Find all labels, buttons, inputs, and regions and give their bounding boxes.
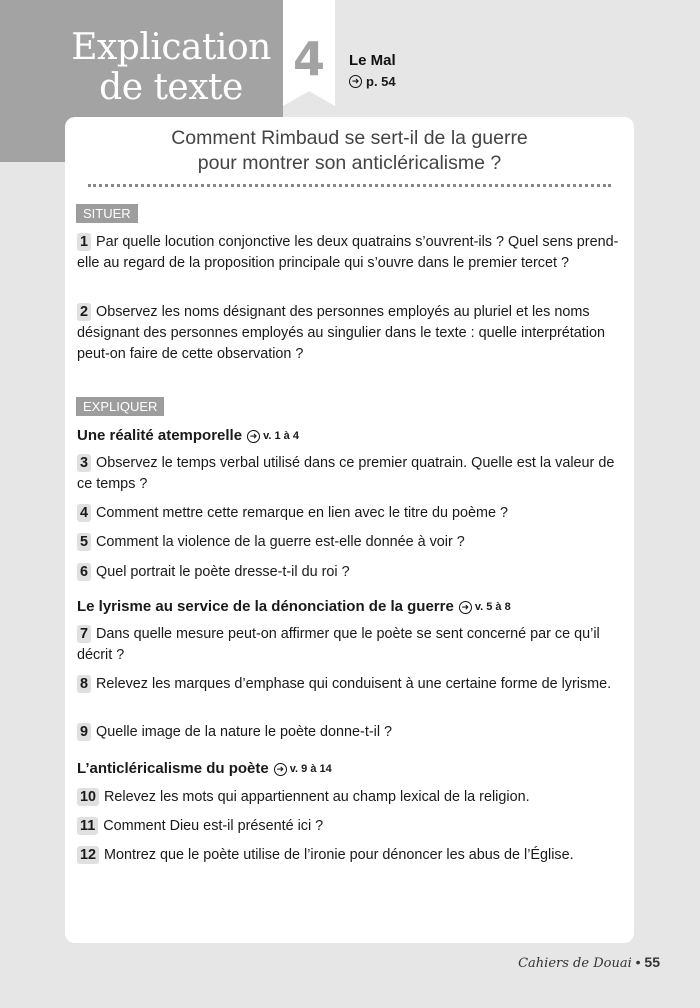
question-number: 6 xyxy=(77,563,91,581)
question-text: Par quelle locution conjonctive les deux quatrains s’ouvrent-ils ? Quel sens prend-elle au regard de la proposition principale qui s’ouvre dans le premier tercet ? xyxy=(77,234,619,271)
question-number: 7 xyxy=(77,625,91,643)
arrow-right-circle-icon: ➜ xyxy=(349,75,362,88)
question-number: 11 xyxy=(77,817,98,835)
main-question-line-1: Comment Rimbaud se sert-il de la guerre xyxy=(171,127,528,149)
arrow-right-circle-icon: ➜ xyxy=(247,430,260,443)
dotted-divider xyxy=(88,184,611,187)
header-subject xyxy=(349,52,396,89)
section-tag-situer: SITUER xyxy=(76,204,138,223)
question-4 xyxy=(77,503,624,524)
main-question xyxy=(65,126,634,176)
question-text: Relevez les marques d’emphase qui conduisent à une certaine forme de lyrisme. xyxy=(96,676,612,692)
question-1 xyxy=(77,232,624,274)
question-text: Comment la violence de la guerre est-elle donnée à voir ? xyxy=(96,534,465,550)
question-12 xyxy=(77,845,624,866)
section-tag-expliquer: EXPLIQUER xyxy=(76,397,164,416)
page-title xyxy=(60,28,282,108)
question-6 xyxy=(77,562,624,583)
question-text: Comment Dieu est-il présenté ici ? xyxy=(103,818,324,834)
question-number: 1 xyxy=(77,233,91,251)
verse-text: v. 1 à 4 xyxy=(263,430,299,442)
question-number: 9 xyxy=(77,723,91,741)
subject-title: Le Mal xyxy=(349,52,396,69)
subsection-title-text: L’anticléricalisme du poète xyxy=(77,760,269,777)
subsection-title-3 xyxy=(77,759,332,779)
explication-number: 4 xyxy=(292,32,325,86)
arrow-right-circle-icon: ➜ xyxy=(274,763,287,776)
footer-bullet: • xyxy=(635,954,641,970)
question-number: 2 xyxy=(77,303,91,321)
question-text: Comment mettre cette remarque en lien avec le titre du poème ? xyxy=(96,505,508,521)
page-footer xyxy=(518,954,660,971)
question-7 xyxy=(77,624,624,666)
title-line-2: de texte xyxy=(99,67,243,108)
question-9 xyxy=(77,722,624,743)
verse-reference xyxy=(459,597,511,617)
question-text: Montrez que le poète utilise de l’ironie pour dénoncer les abus de l’Église. xyxy=(104,847,574,863)
question-8 xyxy=(77,674,624,695)
question-3 xyxy=(77,453,624,495)
question-number: 5 xyxy=(77,533,91,551)
subsection-title-text: Le lyrisme au service de la dénonciation de la guerre xyxy=(77,598,454,615)
verse-text: v. 9 à 14 xyxy=(289,763,332,775)
question-2 xyxy=(77,302,624,365)
page-ref-text: p. 54 xyxy=(366,74,396,89)
question-text: Dans quelle mesure peut-on affirmer que le poète se sent concerné par ce qu’il décrit ? xyxy=(77,626,600,663)
question-11 xyxy=(77,816,624,837)
verse-text: v. 5 à 8 xyxy=(474,601,511,613)
question-text: Observez le temps verbal utilisé dans ce premier quatrain. Quelle est la valeur de ce temps ? xyxy=(77,455,615,492)
footer-source: Cahiers de Douai xyxy=(518,956,632,971)
question-number: 10 xyxy=(77,788,99,806)
question-5 xyxy=(77,532,624,553)
subsection-title-text: Une réalité atemporelle xyxy=(77,427,243,444)
question-number: 4 xyxy=(77,504,91,522)
question-text: Quel portrait le poète dresse-t-il du roi ? xyxy=(96,564,350,580)
verse-reference xyxy=(274,759,332,779)
title-line-1: Explication xyxy=(71,27,271,68)
verse-reference xyxy=(247,426,299,446)
main-question-line-2: pour montrer son anticléricalisme ? xyxy=(197,152,502,174)
content-card xyxy=(65,117,634,943)
question-number: 12 xyxy=(77,846,99,864)
question-number: 8 xyxy=(77,675,91,693)
page-reference[interactable] xyxy=(349,74,396,89)
question-text: Quelle image de la nature le poète donne-t-il ? xyxy=(96,724,393,740)
arrow-right-circle-icon: ➜ xyxy=(459,601,472,614)
page-number: 55 xyxy=(644,954,660,970)
question-10 xyxy=(77,787,624,808)
question-number: 3 xyxy=(77,454,91,472)
subsection-title-1 xyxy=(77,426,299,446)
question-text: Observez les noms désignant des personnes employés au pluriel et les noms désignant des personnes employés au singulier dans le texte : quelle interprétation peut-on faire de cette observation ? xyxy=(77,304,605,362)
subsection-title-2 xyxy=(77,597,511,617)
question-text: Relevez les mots qui appartiennent au champ lexical de la religion. xyxy=(104,789,530,805)
